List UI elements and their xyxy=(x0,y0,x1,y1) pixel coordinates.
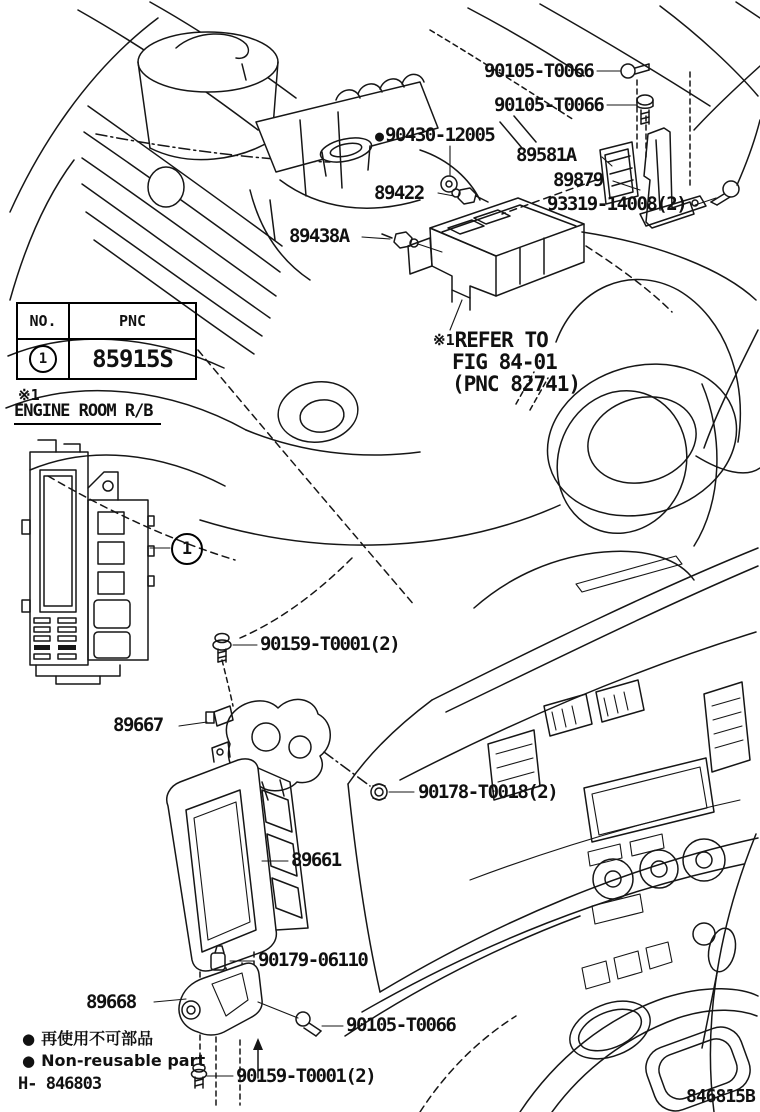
non-reusable-bullet-icon: ● xyxy=(375,127,385,145)
ref-mark: ※1 xyxy=(433,331,455,349)
part-label-89661[interactable] xyxy=(291,850,341,870)
sensor-icon xyxy=(452,188,488,204)
non-reusable-legend xyxy=(22,1028,205,1072)
part-label-90105-T0066-a[interactable] xyxy=(484,61,593,81)
refer-note-line1: ※1REFER TO xyxy=(433,328,548,352)
part-number: 90179-06110 xyxy=(258,949,368,971)
part-number: 89879 xyxy=(553,169,603,191)
bullet-icon: ● xyxy=(22,1030,36,1048)
relay-block-detail xyxy=(22,440,170,684)
part-number: 90178-T0018(2) xyxy=(418,781,558,803)
part-label-89668[interactable] xyxy=(86,992,136,1012)
engine-room-rb-label: ENGINE ROOM R/B xyxy=(14,401,161,425)
callout-circle-1[interactable]: 1 xyxy=(171,533,203,565)
part-label-90159-T0001-a[interactable] xyxy=(260,634,399,654)
part-label-90179-06110[interactable] xyxy=(258,950,367,970)
part-label-89581A[interactable] xyxy=(516,145,576,165)
part-number: 89661 xyxy=(291,849,341,871)
refer-note-line2: FIG 84-01 xyxy=(452,350,557,374)
table-header-row xyxy=(18,304,195,340)
col-header-pnc: PNC xyxy=(118,312,147,330)
screw-icon xyxy=(711,181,739,205)
bolt-icon xyxy=(637,95,653,124)
air-cleaner xyxy=(138,32,278,160)
part-number: 90105-T0066 xyxy=(494,94,604,116)
circled-number: 1 xyxy=(29,345,57,373)
part-number: 89668 xyxy=(86,991,136,1013)
nut-icon xyxy=(371,784,387,800)
bullet-icon: ● xyxy=(22,1052,36,1070)
legend-jp: ● 再使用不可部品 xyxy=(22,1029,154,1048)
part-number: 90105-T0066 xyxy=(484,60,594,82)
part-number: 90159-T0001(2) xyxy=(260,633,400,655)
col-header-no: NO. xyxy=(18,304,70,338)
part-label-89667[interactable] xyxy=(113,715,163,735)
figure-code: 846815B xyxy=(686,1086,755,1107)
refer-note-line3: (PNC 82741) xyxy=(452,372,581,396)
part-label-89879[interactable] xyxy=(553,170,603,190)
sensor-icon xyxy=(382,232,418,248)
row-no-cell xyxy=(18,340,70,378)
part-number: 89438A xyxy=(289,225,349,247)
part-label-93319-14008[interactable] xyxy=(547,194,686,214)
part-label-89438A[interactable] xyxy=(289,226,349,246)
part-label-90105-T0066-b[interactable] xyxy=(494,95,603,115)
part-label-90159-T0001-b[interactable] xyxy=(236,1066,375,1086)
part-number: 90159-T0001(2) xyxy=(236,1065,376,1087)
part-label-90430-12005[interactable] xyxy=(375,125,494,146)
part-number: 93319-14008(2) xyxy=(547,193,687,215)
bolt-icon xyxy=(213,634,231,663)
ref-mark: ※1 xyxy=(18,386,40,404)
part-number: 89422 xyxy=(374,182,424,204)
part-label-89422[interactable] xyxy=(374,183,424,203)
parts-table xyxy=(16,302,197,380)
part-number: 90105-T0066 xyxy=(346,1014,456,1036)
refer-note xyxy=(433,329,580,395)
legend-en: ● Non-reusable part xyxy=(22,1051,206,1070)
row-pnc-cell: 85915S xyxy=(92,345,173,373)
part-label-90178-T0018[interactable] xyxy=(418,782,557,802)
part-number: 89581A xyxy=(516,144,576,166)
table-row[interactable] xyxy=(18,340,195,378)
part-label-90105-T0066-c[interactable] xyxy=(346,1015,455,1035)
part-number: 90430-12005 xyxy=(385,124,495,146)
catalog-code: H- 846803 xyxy=(18,1074,102,1094)
part-number: 89667 xyxy=(113,714,163,736)
screw-icon xyxy=(296,1012,321,1036)
